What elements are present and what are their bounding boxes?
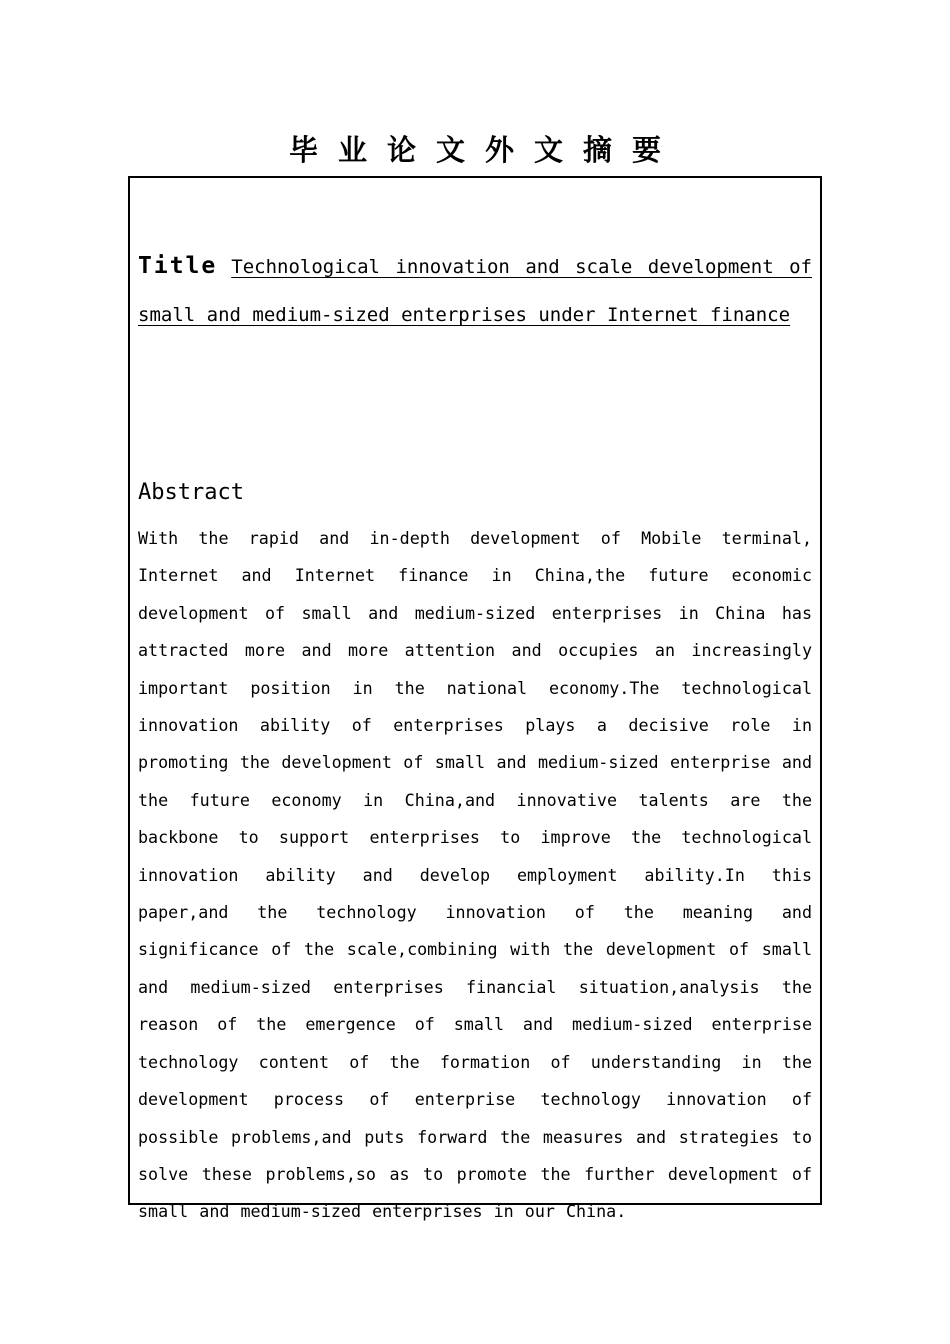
abstract-body: With the rapid and in-depth development of Mobile terminal, Internet and Internet finance in China,the future economic development of small and medium-sized enterprises in China has attracted more and more attention and occupies an increasingly important position in the national economy.The technological innovation ability of enterprises plays a decisive role in promoting the development of small and medium-sized enterprise and the future economy in China,and innovative talents are the backbone to support enterprises to improve the technological innovation ability and develop employment ability.In this paper,and the technology innovation of the meaning and significance of the scale,combining with the development of small and medium-sized enterprises financial situation,analysis the reason of the emergence of small and medium-sized enterprise technology content of the formation of understanding in the development process of enterprise technology innovation of possible problems,and puts forward the measures and strategies to solve these problems,so as to promote the further development of small and medium-sized enterprises in our China. [138, 528, 812, 1222]
abstract-heading: Abstract [138, 480, 244, 505]
page-title: 毕业论文外文摘要 [288, 133, 681, 167]
thesis-title: Technological innovation and scale development of small and medium-sized enterprises under Internet finance [138, 256, 812, 326]
title-block [138, 242, 812, 339]
title-label: Title [138, 253, 218, 279]
